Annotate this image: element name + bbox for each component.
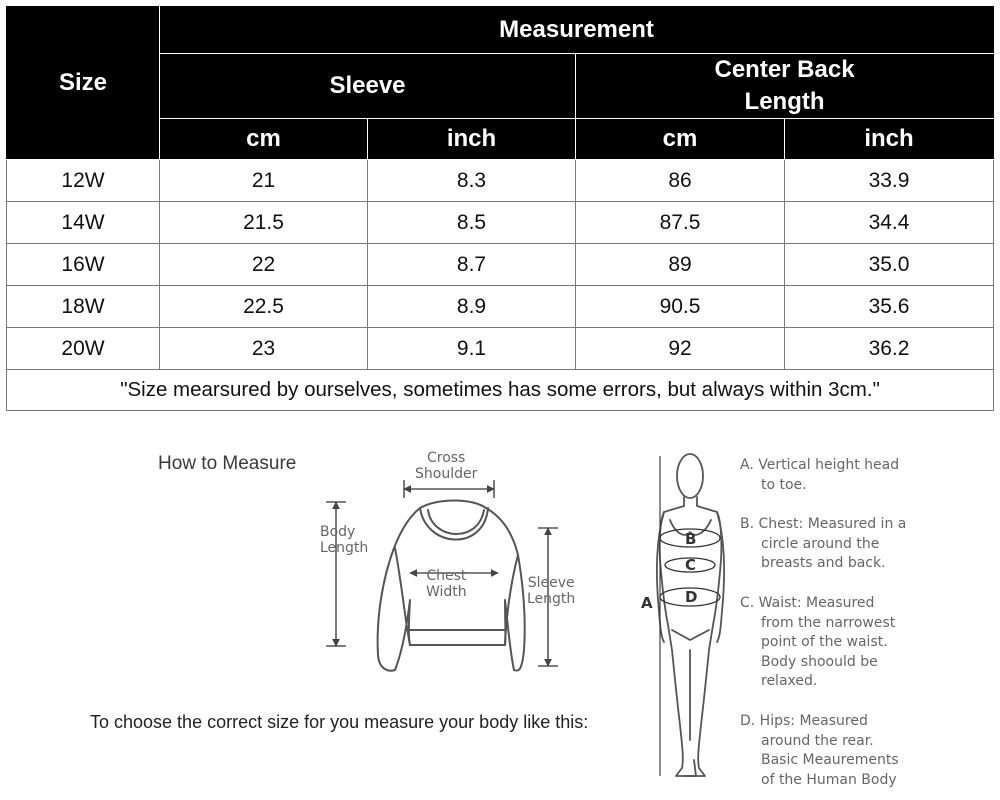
legend-b-line1: B. Chest: Measured in a [740, 516, 907, 532]
body-letter-b: B [685, 530, 697, 548]
back-cm-cell: 87.5 [576, 202, 785, 244]
back-inch-cell: 35.6 [785, 286, 994, 328]
back-cm-cell: 86 [576, 160, 785, 202]
sleeve-inch-cell: 8.5 [368, 202, 576, 244]
sleeve-header: Sleeve [160, 54, 576, 119]
back-inch-header: inch [785, 119, 994, 160]
measure-guide [0, 420, 1000, 800]
how-to-measure-title: How to Measure [158, 453, 297, 474]
back-cm-header: cm [576, 119, 785, 160]
legend-d-line4: of the Human Body [761, 771, 897, 788]
sleeve-cm-cell: 22 [160, 244, 368, 286]
sleeve-inch-cell: 8.9 [368, 286, 576, 328]
sleeve-cm-cell: 21 [160, 160, 368, 202]
size-cell: 16W [7, 244, 160, 286]
chest-width-line1: Chest [426, 568, 467, 584]
sleeve-cm-header: cm [160, 119, 368, 160]
table-row [7, 328, 994, 370]
center-back-length-header [576, 54, 994, 119]
back-cm-cell: 90.5 [576, 286, 785, 328]
back-cm-cell: 89 [576, 244, 785, 286]
legend-a-line1: A. Vertical height head [740, 457, 900, 473]
measurement-note: "Size mearsured by ourselves, sometimes has some errors, but always within 3cm." [7, 370, 994, 411]
back-inch-cell: 33.9 [785, 160, 994, 202]
center-back-line1: Center Back [714, 56, 855, 83]
sleeve-inch-cell: 8.7 [368, 244, 576, 286]
sleeve-inch-cell: 8.3 [368, 160, 576, 202]
legend-c-line1: C. Waist: Measured [740, 595, 875, 611]
body-letter-d: D [685, 588, 698, 606]
size-cell: 14W [7, 202, 160, 244]
legend-d-line2: around the rear. [761, 732, 874, 749]
size-cell: 12W [7, 160, 160, 202]
center-back-line2: Length [744, 88, 825, 115]
body-length-label [320, 524, 368, 556]
back-inch-cell: 35.0 [785, 244, 994, 286]
chest-width-line2: Width [426, 584, 467, 600]
size-chart-table [6, 6, 994, 411]
choose-size-instruction: To choose the correct size for you measure your body like this: [90, 712, 589, 732]
table-row [7, 160, 994, 202]
cross-shoulder-line2: Shoulder [415, 466, 478, 482]
legend-c-line4: Body shoould be [761, 653, 878, 670]
size-header: Size [7, 7, 160, 160]
sleeve-length-line2: Length [527, 591, 576, 607]
sleeve-cm-cell: 22.5 [160, 286, 368, 328]
legend-item-c [740, 594, 940, 692]
table-row [7, 244, 994, 286]
cross-shoulder-line1: Cross [426, 450, 466, 466]
body-letter-a: A [641, 594, 653, 612]
back-inch-cell: 34.4 [785, 202, 994, 244]
legend-d-line3: Basic Meaurements [761, 752, 899, 769]
body-figure-icon [657, 454, 724, 776]
back-cm-cell: 92 [576, 328, 785, 370]
cross-shoulder-label [415, 450, 477, 482]
sleeve-length-line1: Sleeve [527, 575, 575, 591]
measurement-header: Measurement [160, 7, 994, 54]
sleeve-cm-cell: 23 [160, 328, 368, 370]
body-letter-c: C [685, 556, 697, 574]
chest-width-label [426, 568, 467, 600]
legend-d-line1: D. Hips: Measured [740, 713, 868, 729]
legend-a-line2: to toe. [761, 476, 807, 493]
legend-item-a [740, 456, 940, 495]
size-cell: 18W [7, 286, 160, 328]
sleeve-inch-header: inch [368, 119, 576, 160]
sleeve-length-label [527, 575, 575, 607]
legend-c-line3: point of the waist. [761, 634, 888, 651]
body-length-line1: Body [320, 524, 356, 540]
legend-b-line3: breasts and back. [761, 555, 886, 572]
legend-c-line2: from the narrowest [761, 614, 896, 631]
sleeve-inch-cell: 9.1 [368, 328, 576, 370]
sleeve-cm-cell: 21.5 [160, 202, 368, 244]
table-row [7, 202, 994, 244]
body-length-line2: Length [320, 540, 369, 556]
legend-b-line2: circle around the [761, 535, 880, 552]
table-row [7, 286, 994, 328]
legend-c-line5: relaxed. [761, 673, 818, 690]
size-cell: 20W [7, 328, 160, 370]
back-inch-cell: 36.2 [785, 328, 994, 370]
legend-item-d [740, 712, 940, 790]
legend-item-b [740, 515, 940, 574]
